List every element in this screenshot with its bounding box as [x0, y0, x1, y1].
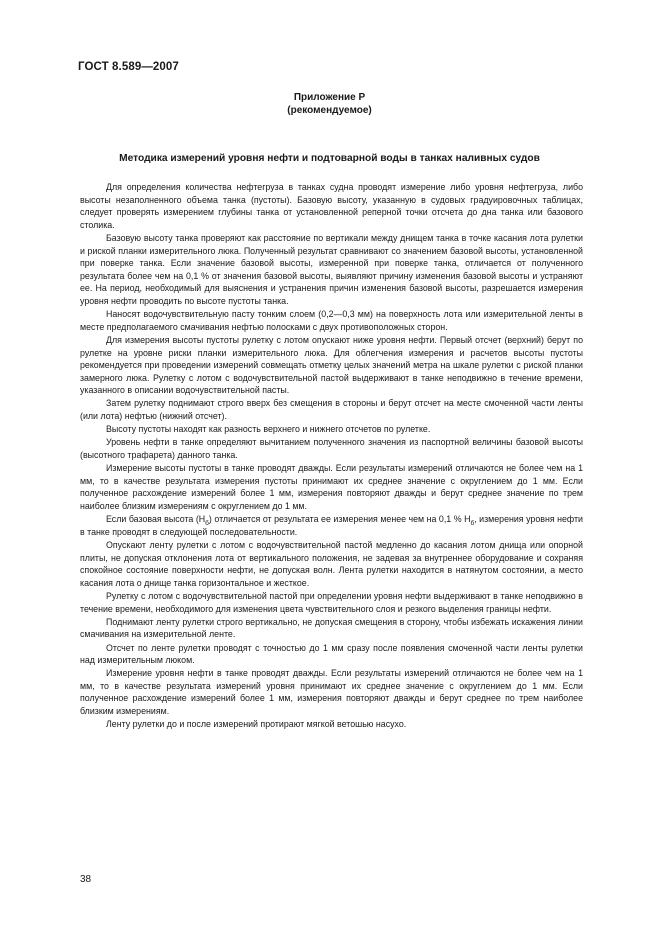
- subscript: б: [470, 519, 475, 527]
- section-title: Методика измерений уровня нефти и подтоварной воды в танках наливных судов: [119, 153, 540, 164]
- paragraph: Базовую высоту танка проверяют как расстояние по вертикали между днищем танка в точке касания лота рулетки и риской планки измерительного люка. Полученный результат сравнивают со значением базовой высоты, установленной при поверке танка. Если значение базовой высоты, измеренной при поверке танка, отличается от полученного результата более чем на 0,1 % от значения базовой высоты, выявляют причину изменения базовой высоты и устраняют ее. На период, необходимый для выяснения и устранения причин изменения базовой высоты, разрешается измерения уровня нефти проводить по высоте пустоты танка.: [80, 232, 583, 306]
- paragraph: Уровень нефти в танке определяют вычитанием полученного значения из паспортной величины базовой высоты (высотного трафарета) данного танка.: [80, 437, 583, 461]
- paragraph: Измерение уровня нефти в танке проводят дважды. Если результаты измерений отличаются не более чем на 1 мм, то в качестве результата измерений уровня принимают их среднее значение с округлением до 1 мм. Если полученное расхождение измерений более 1 мм, измерения повторяют дважды и берут среднее по трем наиболее близким измерениям.: [80, 668, 583, 717]
- paragraph: Рулетку с лотом с водочувствительной пастой при определении уровня нефти выдерживают в танке неподвижно в течение времени, необходимого для изменения цвета чувствительного слоя и резкого выделения границы нефти.: [80, 590, 583, 614]
- paragraph: Затем рулетку поднимают строго вверх без смещения в стороны и берут отсчет на месте смоченной части ленты (или лота) нефтью (нижний отсчет).: [80, 398, 583, 422]
- subscript: б: [205, 519, 209, 527]
- paragraph: Для измерения высоты пустоты рулетку с лотом опускают ниже уровня нефти. Первый отсчет (верхний) берут по рулетке на уровне риски планки измерительного люка. Для облегчения измерения и расчетов высоты пустоты рекомендуется при проведении измерений совмещать отметку целых значений метра на шкале рулетки с риской планки замерного люка. Рулетку с лотом с водочувствительной пастой выдерживают в танке неподвижно в течение времени, указанного в описании водочувствительной пасты.: [80, 334, 583, 396]
- text-run: Если базовая высота (Н: [106, 514, 206, 525]
- paragraph-base-height: [80, 513, 583, 538]
- paragraph: Высоту пустоты находят как разность верхнего и нижнего отсчетов по рулетке.: [106, 424, 431, 435]
- body-text: [80, 181, 583, 731]
- paragraph: Опускают ленту рулетки с лотом с водочувствительной пастой медленно до касания лотом днища или опорной плиты, не допуская отклонения лота от вертикального положения, не задевая за внутреннее оборудование и сохраняя спокойное состояние поверхности нефти, не допуская волн. Лента рулетки находится в натянутом состоянии, а место касания лота о днище танка горизонтальное и жесткое.: [80, 539, 583, 588]
- appendix-title: Приложение Р: [293, 92, 366, 103]
- text-run: , измерения уровня нефти в танке проводят в следующей последовательности.: [80, 514, 583, 537]
- page-number: 38: [80, 874, 92, 885]
- document-code: ГОСТ 8.589—2007: [78, 61, 179, 73]
- paragraph: Ленту рулетки до и после измерений протирают мягкой ветошью насухо.: [106, 719, 407, 730]
- text-run: ) отличается от результата ее измерения менее чем на 0,1 % Н: [208, 514, 471, 525]
- appendix-subtitle: (рекомендуемое): [287, 104, 372, 116]
- paragraph: Поднимают ленту рулетки строго вертикально, не допуская смещения в сторону, чтобы избежать искажения линии смачивания на измерительной ленте.: [80, 616, 583, 640]
- paragraph: Измерение высоты пустоты в танке проводят дважды. Если результаты измерений отличаются не более чем на 1 мм, то в качестве результата измерения пустоты принимают их среднее значение с округлением до 1 мм. Если полученное расхождение измерений более 1 мм, измерения повторяют дважды и берут среднее значение по трем наиболее близким измерениям с округлением до 1 мм.: [80, 463, 583, 511]
- paragraph: Наносят водочувствительную пасту тонким слоем (0,2—0,3 мм) на поверхность лота или измерительной ленты в месте предполагаемого смачивания нефтью полосками с двух противоположных сторон.: [80, 309, 583, 332]
- paragraph: Для определения количества нефтегруза в танках судна проводят измерение либо уровня нефтегруза, либо высоты незаполненного объема танка (пустоты). Базовую высоту, указанную в судовых градуировочных таблицах, следует проверять измерением глубины танка от установленной реперной точки отсчета до дна танка или базового столика.: [80, 182, 583, 230]
- appendix-heading: [78, 92, 581, 117]
- paragraph: Отсчет по ленте рулетки проводят с точностью до 1 мм сразу после появления смоченной части ленты рулетки над измерительным люком.: [80, 642, 583, 666]
